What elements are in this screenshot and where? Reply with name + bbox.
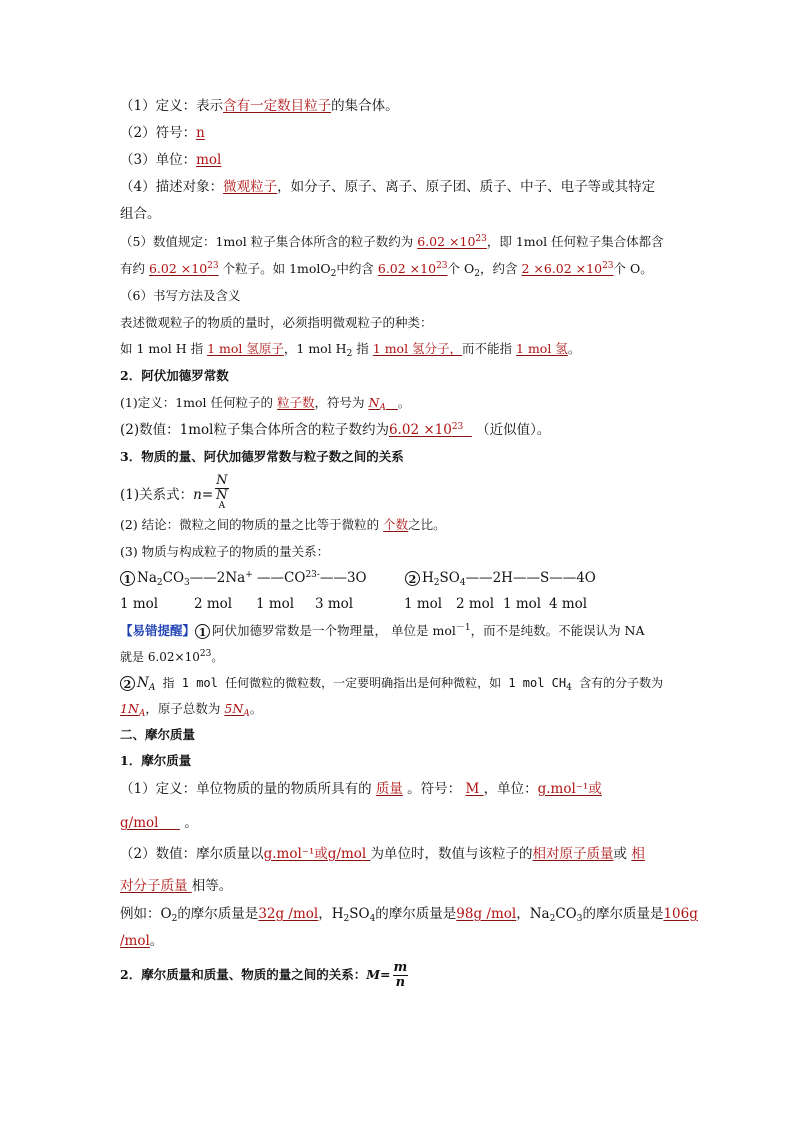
avogadro-value bbox=[120, 421, 550, 439]
mol-cell: 2 mol bbox=[456, 596, 495, 612]
mol-cell: 4 mol bbox=[549, 596, 588, 612]
answer-blank: 32g /mol bbox=[258, 906, 319, 922]
mol-cell: 3 mol bbox=[315, 596, 354, 612]
avogadro-def bbox=[120, 394, 410, 412]
answer-blank: 2 ×6.02 ×10 bbox=[521, 261, 603, 276]
text: ，而不是纯数。不能误认为 NA bbox=[470, 623, 645, 638]
formula-lhs: n= bbox=[193, 487, 214, 503]
text: ，约含 bbox=[479, 261, 522, 276]
section-title: 3．物质的量、阿伏加德罗常数与粒子数之间的关系 bbox=[120, 449, 404, 464]
circled-number: 1 bbox=[195, 624, 210, 639]
answer-blank: 106g bbox=[663, 906, 698, 922]
text: 有约 bbox=[120, 261, 149, 276]
text: （1）定义：单位物质的量的物质所具有的 bbox=[120, 781, 376, 797]
object-line bbox=[120, 178, 655, 196]
tip-label: 【易错提醒】 bbox=[120, 623, 196, 638]
text: 如 1 mol H 指 bbox=[120, 341, 208, 356]
answer-blank: 相对原子质量 bbox=[532, 846, 614, 862]
answer-blank: 1 mol 氢分子， bbox=[372, 341, 463, 356]
text: ——2H——S——4O bbox=[465, 570, 596, 586]
text: ，如分子、原子、离子、原子团、质子、中子、电子等或其特定 bbox=[277, 179, 656, 195]
text: CO bbox=[555, 906, 577, 922]
subscript: 3 bbox=[184, 578, 190, 588]
value-line-1 bbox=[120, 233, 664, 251]
subscript: 2 bbox=[171, 914, 178, 924]
text: 个 O。 bbox=[613, 261, 653, 276]
circled-number: 2 bbox=[120, 676, 135, 691]
text: (2)数值：1mol粒子集合体所含的粒子数约为 bbox=[120, 422, 389, 438]
text: ——2Na bbox=[189, 570, 246, 586]
numerator: N bbox=[216, 473, 228, 488]
subscript: A bbox=[138, 709, 146, 719]
text: 相等。 bbox=[191, 878, 233, 894]
text: 阿伏加德罗常数是一个物理量， 单位是 mol bbox=[212, 623, 456, 638]
text: 2．摩尔质量和质量、物质的量之间的关系： bbox=[120, 967, 367, 982]
molar-def bbox=[120, 780, 602, 798]
superscript: 23 bbox=[451, 422, 464, 432]
superscript: －1 bbox=[455, 623, 471, 633]
equation-1 bbox=[120, 569, 367, 587]
text: （3）单位： bbox=[120, 152, 197, 168]
answer-blank: 质量 bbox=[375, 781, 403, 797]
text: 的集合体。 bbox=[331, 98, 399, 114]
text: （5）数值规定：1mol 粒子集合体所含的粒子数约为 bbox=[120, 234, 418, 249]
text: 就是 6.02×10 bbox=[120, 650, 200, 664]
answer-blank: M bbox=[465, 781, 484, 797]
mol-cell: 2 mol bbox=[194, 596, 233, 612]
text: 例如：O bbox=[120, 906, 172, 922]
answer-blank: 5N bbox=[224, 701, 244, 716]
text: ，H bbox=[318, 906, 344, 922]
text: 个粒子。如 1molO bbox=[218, 261, 331, 276]
answer-blank: n bbox=[196, 125, 205, 141]
subsection-title: 1．摩尔质量 bbox=[120, 753, 192, 768]
text: ——CO bbox=[252, 570, 306, 586]
answer-blank: 粒子数 bbox=[276, 395, 315, 410]
molar-value-cont bbox=[120, 877, 232, 895]
text: 的摩尔质量是 bbox=[375, 906, 457, 922]
answer-blank: 6.02 ×10 bbox=[388, 422, 452, 438]
text: 。符号： bbox=[402, 781, 466, 797]
formula-lhs: M= bbox=[366, 967, 391, 982]
denominator: N bbox=[216, 488, 228, 503]
write-line-1 bbox=[120, 314, 433, 332]
subscript: 4 bbox=[566, 683, 572, 693]
subscript: A bbox=[243, 709, 250, 719]
subscript: 3 bbox=[576, 914, 583, 924]
tip-line-4 bbox=[120, 700, 262, 718]
text: （4）描述对象： bbox=[120, 179, 224, 195]
text: （1）定义：表示 bbox=[120, 98, 224, 114]
text: 组合。 bbox=[120, 206, 161, 222]
text: (1)关系式： bbox=[120, 487, 194, 503]
symbol-line bbox=[120, 124, 205, 142]
answer-blank: 98g /mol bbox=[456, 906, 517, 922]
text: SO bbox=[439, 570, 460, 586]
denominator: n bbox=[395, 975, 406, 990]
answer-blank: 微观粒子 bbox=[223, 179, 278, 195]
numerator: m bbox=[393, 960, 408, 975]
text: 。 bbox=[397, 395, 411, 410]
text: ，原子总数为 bbox=[145, 701, 225, 716]
text: 含有的分子数为 bbox=[571, 676, 664, 690]
answer-blank: g.mol⁻¹或 bbox=[537, 781, 602, 797]
circled-number: 2 bbox=[405, 571, 420, 586]
text: N bbox=[137, 675, 149, 691]
text: 。 bbox=[179, 815, 198, 831]
text: ——3O bbox=[319, 570, 367, 586]
text: 。 bbox=[567, 341, 581, 356]
text: 。 bbox=[149, 933, 164, 949]
answer-blank: /mol bbox=[120, 933, 150, 949]
superscript: 23 bbox=[207, 261, 219, 271]
text: ，符号为 bbox=[314, 395, 369, 410]
text: ，Na bbox=[516, 906, 550, 922]
mol-cell: 1 mol bbox=[404, 596, 443, 612]
text: 表述微观粒子的物质的量时，必须指明微观粒子的种类： bbox=[120, 315, 433, 330]
molar-example bbox=[120, 905, 698, 923]
mol-cell: 1 mol bbox=[120, 596, 159, 612]
text: 。 bbox=[211, 650, 224, 664]
text: 为单位时，数值与该粒子的 bbox=[370, 846, 533, 862]
answer-blank: 1 mol 氢原子 bbox=[207, 341, 284, 356]
answer-blank: 6.02 ×10 bbox=[417, 234, 476, 249]
superscript: A bbox=[218, 501, 226, 511]
text: CO bbox=[162, 570, 185, 586]
subscript: A bbox=[148, 683, 156, 693]
superscript: + bbox=[245, 570, 253, 580]
value-line-2 bbox=[120, 260, 653, 278]
unit-line bbox=[120, 151, 221, 169]
text: （6）书写方法及含义 bbox=[120, 288, 241, 303]
answer-blank: 1 mol 氢 bbox=[516, 341, 568, 356]
subscript: 2 bbox=[330, 269, 337, 279]
superscript: 23 bbox=[602, 261, 614, 271]
text: 指 bbox=[352, 341, 373, 356]
equation-2 bbox=[405, 569, 596, 587]
object-line-cont bbox=[120, 205, 161, 223]
answer-blank: 6.02 ×10 bbox=[148, 261, 208, 276]
answer-blank: 6.02 ×10 bbox=[377, 261, 437, 276]
text: （2）符号： bbox=[120, 125, 197, 141]
answer-blank: 对分子质量 bbox=[120, 878, 192, 894]
mol-cell: 1 mol bbox=[503, 596, 542, 612]
answer-blank: 个数 bbox=[383, 517, 409, 532]
fraction bbox=[215, 474, 228, 517]
subscript: 2 bbox=[346, 349, 353, 359]
text: ，即 1mol 任何粒子集合体都含 bbox=[486, 234, 664, 249]
subscript: 4 bbox=[459, 578, 466, 588]
relation-formula bbox=[120, 473, 229, 511]
fraction bbox=[393, 961, 409, 990]
subscript: A bbox=[379, 403, 386, 413]
tip-line-1 bbox=[120, 622, 645, 640]
answer-blank: N bbox=[368, 395, 380, 410]
write-head bbox=[120, 287, 240, 305]
superscript: 23- bbox=[305, 570, 320, 580]
subscript: 2 bbox=[549, 914, 556, 924]
text: Na bbox=[137, 570, 157, 586]
write-line-2 bbox=[120, 340, 580, 358]
relation-2: (3) 物质与构成粒子的物质的量关系： bbox=[120, 544, 330, 559]
subscript: 2 bbox=[474, 269, 480, 279]
answer-blank: 相 bbox=[631, 846, 645, 862]
text: 中约含 bbox=[336, 261, 378, 276]
circled-number: 1 bbox=[120, 571, 135, 586]
subscript: 2 bbox=[156, 578, 163, 588]
superscript: 23 bbox=[475, 234, 487, 244]
text: （近似值）。 bbox=[471, 422, 551, 438]
molar-example-cont bbox=[120, 932, 163, 950]
answer-blank: mol bbox=[196, 152, 222, 168]
def-line bbox=[120, 97, 399, 115]
superscript: 23 bbox=[436, 261, 448, 271]
section-title: 2．阿伏加德罗常数 bbox=[120, 368, 229, 383]
molar-def-cont bbox=[120, 814, 198, 832]
subscript: 2 bbox=[433, 578, 440, 588]
text: 的摩尔质量是 bbox=[582, 906, 664, 922]
molar-value bbox=[120, 845, 645, 863]
text: 。 bbox=[249, 701, 263, 716]
text: 的摩尔质量是 bbox=[177, 906, 259, 922]
text: 指 1 mol 任何微粒的微粒数，一定要明确指出是何种微粒，如 1 mol CH bbox=[155, 676, 567, 690]
text: （2）数值：摩尔质量以 bbox=[120, 846, 264, 862]
subscript: 4 bbox=[369, 914, 376, 924]
tip-line-2 bbox=[120, 648, 223, 666]
molar-relation bbox=[120, 958, 408, 992]
text: 个 O bbox=[447, 261, 475, 276]
conclusion-line bbox=[120, 516, 446, 534]
text: 之比。 bbox=[408, 517, 446, 532]
answer-blank: 含有一定数目粒子 bbox=[223, 98, 332, 114]
answer-blank: 1N bbox=[120, 701, 139, 716]
text: 而不能指 bbox=[462, 341, 517, 356]
text: (1)定义：1mol 任何粒子的 bbox=[120, 395, 277, 410]
text: ，单位： bbox=[483, 781, 538, 797]
section-title: 二、摩尔质量 bbox=[120, 727, 196, 742]
text: 或 bbox=[613, 846, 632, 862]
tip-line-3 bbox=[120, 674, 663, 692]
mol-cell: 1 mol bbox=[256, 596, 295, 612]
text: (2) 结论：微粒之间的物质的量之比等于微粒的 bbox=[120, 517, 384, 532]
subscript: 2 bbox=[343, 914, 350, 924]
answer-blank: g.mol⁻¹或g/mol bbox=[263, 846, 371, 862]
superscript: 23 bbox=[199, 649, 212, 659]
text: ，1 mol H bbox=[283, 341, 347, 356]
text: H bbox=[422, 570, 434, 586]
answer-blank: g/mol bbox=[120, 815, 180, 831]
text: SO bbox=[349, 906, 370, 922]
